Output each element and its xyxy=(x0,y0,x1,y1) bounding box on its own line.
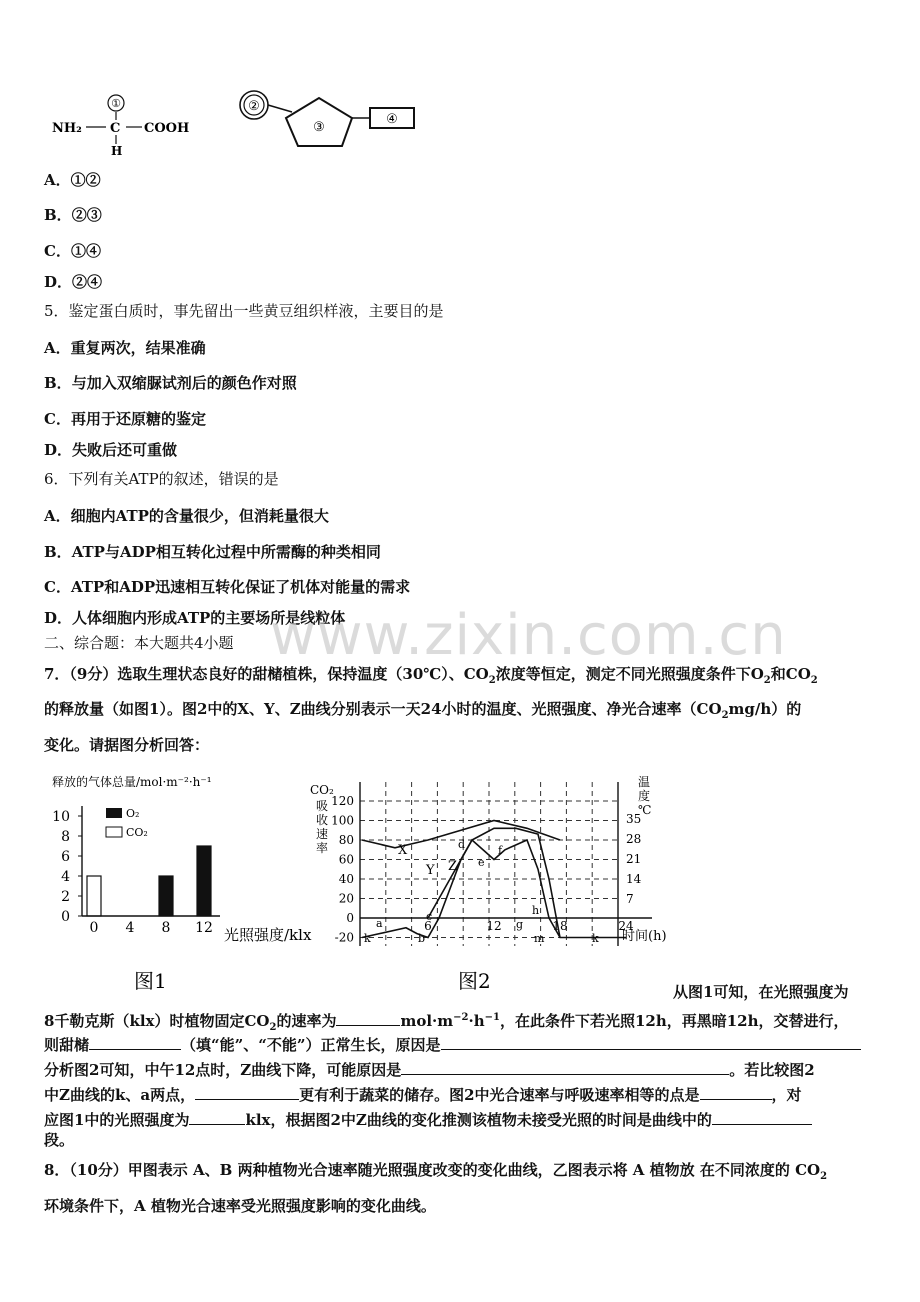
q7-line1: 7．（9分）选取生理状态良好的甜槠植株，保持温度（30℃）、$CO_2$浓度等恒定，测定不同光照强度条件下$O_2$和$CO_2$ xyxy=(44,665,818,686)
fig2-left-tick-label: 60 xyxy=(338,852,354,867)
fig1-ytick-label: 0 xyxy=(61,909,70,925)
fig1-xtick-label: 4 xyxy=(125,920,135,936)
point-b: b xyxy=(418,932,426,945)
legend-o2-swatch xyxy=(106,808,122,818)
fig2-left-tick-label: 20 xyxy=(338,891,354,906)
svg-text:率: 率 xyxy=(316,841,329,855)
svg-text:温: 温 xyxy=(638,775,651,789)
fig2-right-tick-label: 7 xyxy=(626,892,634,906)
mark-4-label: ④ xyxy=(386,112,398,127)
fig2-xtick-label: 24 xyxy=(618,919,634,933)
q4-option-c: C．①④ xyxy=(44,242,101,260)
fig1-xtick-label: 0 xyxy=(89,920,99,936)
legend-o2-label: O₂ xyxy=(126,807,140,820)
fig1-ytick-label: 4 xyxy=(61,869,70,885)
q7-sentence-5: 中Z曲线的k、a两点， 更有利于蔬菜的储存。图2中光合速率与呼吸速率相等的点是 ，对 xyxy=(44,1083,802,1105)
fig2-right-tick-label: 28 xyxy=(626,832,642,846)
figure-2-line-chart xyxy=(300,770,680,1000)
q4-option-b: B．②③ xyxy=(44,206,102,224)
q5-stem: 5．鉴定蛋白质时，事先留出一些黄豆组织样液，主要目的是 xyxy=(44,302,444,320)
fig1-bar xyxy=(87,876,101,916)
fig1-xtick-label: 8 xyxy=(161,920,171,936)
q7-line3: 变化。请据图分析回答： xyxy=(44,736,210,754)
svg-text:吸: 吸 xyxy=(316,799,329,813)
blank-rate[interactable] xyxy=(336,1009,400,1026)
point-f: f xyxy=(498,844,503,857)
fig2-right-tick-label: 21 xyxy=(626,852,642,866)
q7-sentence-6: 应图1中的光照强度为 klx，根据图2中Z曲线的变化推测该植物未接受光照的时间是曲线中的 xyxy=(44,1108,812,1130)
curve-y-label: Y xyxy=(426,863,435,878)
fig2-left-tick-label: 100 xyxy=(331,813,354,828)
fig2-xlabel: 时间(h) xyxy=(622,929,667,944)
legend-co2-swatch xyxy=(106,827,122,837)
fig2-right-tick-label: 14 xyxy=(626,872,642,886)
mark-1-label: ① xyxy=(111,97,121,110)
point-k-start: k xyxy=(364,932,371,945)
h-label: H xyxy=(111,144,123,158)
svg-text:度: 度 xyxy=(638,789,651,803)
svg-text:℃: ℃ xyxy=(638,803,652,817)
amino-acid-structure xyxy=(44,92,204,158)
q7-line2: 的释放量（如图1）。图2中的X、Y、Z曲线分别表示一天24小时的温度、光照强度、净光合速率$(CO_2mg/h)$的 xyxy=(44,700,802,721)
legend-co2-label: CO₂ xyxy=(126,826,148,839)
q8-line2: 环境条件下，A 植物光合速率受光照强度影响的变化曲线。 xyxy=(44,1197,436,1215)
nh2-label: NH₂ xyxy=(52,121,82,136)
point-c: c xyxy=(426,910,433,923)
q4-option-d: D．②④ xyxy=(44,273,103,291)
fig2-left-tick-label: 0 xyxy=(346,911,354,925)
c-label: C xyxy=(110,121,121,136)
fig2-left-tick-label: -20 xyxy=(334,930,354,945)
q6-option-a: A．细胞内ATP的含量很少，但消耗量很大 xyxy=(44,507,329,525)
fig1-ytick-label: 10 xyxy=(52,809,70,825)
fig2-left-tick-label: 40 xyxy=(338,872,354,886)
q4-option-a: A．①② xyxy=(44,171,101,189)
nucleotide-structure xyxy=(236,88,426,152)
q5-option-a: A．重复两次，结果准确 xyxy=(44,339,206,357)
q8-line1: 8．（10分）甲图表示 A、B 两种植物光合速率随光照强度改变的变化曲线，乙图表示将 A 植物放 在不同浓度的 $CO_2$ xyxy=(44,1161,828,1182)
q6-option-c: C．ATP和ADP迅速相互转化保证了机体对能量的需求 xyxy=(44,578,411,596)
mark-3-label: ③ xyxy=(313,120,325,135)
point-g: g xyxy=(516,918,524,931)
fig1-bar xyxy=(159,876,173,916)
curve-x-label: X xyxy=(398,843,408,858)
q6-stem: 6．下列有关ATP的叙述，错误的是 xyxy=(44,470,279,488)
svg-text:速: 速 xyxy=(316,827,329,841)
fig2-ylabel-co2: CO₂ xyxy=(310,783,334,797)
mark-2-label: ② xyxy=(248,99,260,114)
q7-sentence-1: 从图1可知，在光照强度为 xyxy=(673,983,849,1001)
fig1-bar xyxy=(197,846,211,916)
point-m: m xyxy=(534,932,545,945)
fig1-ytick-label: 2 xyxy=(61,889,70,905)
fig1-xlabel: 光照强度/klx xyxy=(224,926,312,944)
point-e: e xyxy=(478,856,485,869)
fig2-right-tick-label: 35 xyxy=(626,812,642,826)
fig2-xtick-label: 18 xyxy=(552,919,568,933)
q6-option-b: B．ATP与ADP相互转化过程中所需酶的种类相同 xyxy=(44,543,381,561)
svg-text:收: 收 xyxy=(316,813,329,827)
q7-sentence-2: 8千勒克斯（klx）时植物固定$CO_2$的速率为 $mol\cdot m^{-2}\cdot h^{-1}$，在此条件下若光照12h，再黑暗12h，交替进行， xyxy=(44,1008,849,1038)
fig2-left-tick-label: 120 xyxy=(331,794,354,808)
blank-segment[interactable] xyxy=(712,1108,812,1125)
fig1-caption: 图1 xyxy=(134,969,167,993)
fig1-ytick-label: 8 xyxy=(61,829,70,845)
fig2-xtick-label: 6 xyxy=(424,919,432,933)
fig2-xtick-label: 12 xyxy=(486,919,502,933)
fig2-left-tick-label: 80 xyxy=(338,833,354,847)
point-d: d xyxy=(458,838,466,851)
cooh-label: COOH xyxy=(144,121,190,136)
blank-can-grow[interactable] xyxy=(89,1033,181,1050)
point-h: h xyxy=(532,904,540,917)
q6-option-d: D．人体细胞内形成ATP的主要场所是线粒体 xyxy=(44,609,346,627)
watermark: www.zixin.com.cn xyxy=(270,603,787,668)
blank-noon-reason[interactable] xyxy=(401,1058,729,1075)
q7-sentence-7: 段。 xyxy=(44,1131,75,1149)
q7-sentence-3: 则甜槠 （填“能”、“不能”）正常生长，原因是 xyxy=(44,1033,861,1055)
fig1-ylabel: 释放的气体总量/mol·m⁻²·h⁻¹ xyxy=(52,775,212,789)
section-heading: 二、综合题：本大题共4小题 xyxy=(44,634,234,652)
fig2-caption: 图2 xyxy=(458,969,491,993)
point-a: a xyxy=(376,917,383,930)
curve-z-label: Z xyxy=(448,859,458,874)
q7-sentence-4: 分析图2可知，中午12点时，Z曲线下降，可能原因是 。若比较图2 xyxy=(44,1058,815,1080)
point-k-end: k xyxy=(592,932,599,945)
q5-option-b: B．与加入双缩脲试剂后的颜色作对照 xyxy=(44,374,297,392)
fig1-ytick-label: 6 xyxy=(61,849,70,865)
figure-1-bar-chart xyxy=(44,768,324,998)
fig1-xtick-label: 12 xyxy=(195,920,213,936)
q5-option-d: D．失败后还可重做 xyxy=(44,441,178,459)
blank-light-intensity[interactable] xyxy=(189,1108,245,1125)
q5-option-c: C．再用于还原糖的鉴定 xyxy=(44,410,206,428)
blank-reason[interactable] xyxy=(441,1033,861,1050)
blank-equal-points[interactable] xyxy=(700,1083,772,1100)
blank-storage-point[interactable] xyxy=(195,1083,299,1100)
